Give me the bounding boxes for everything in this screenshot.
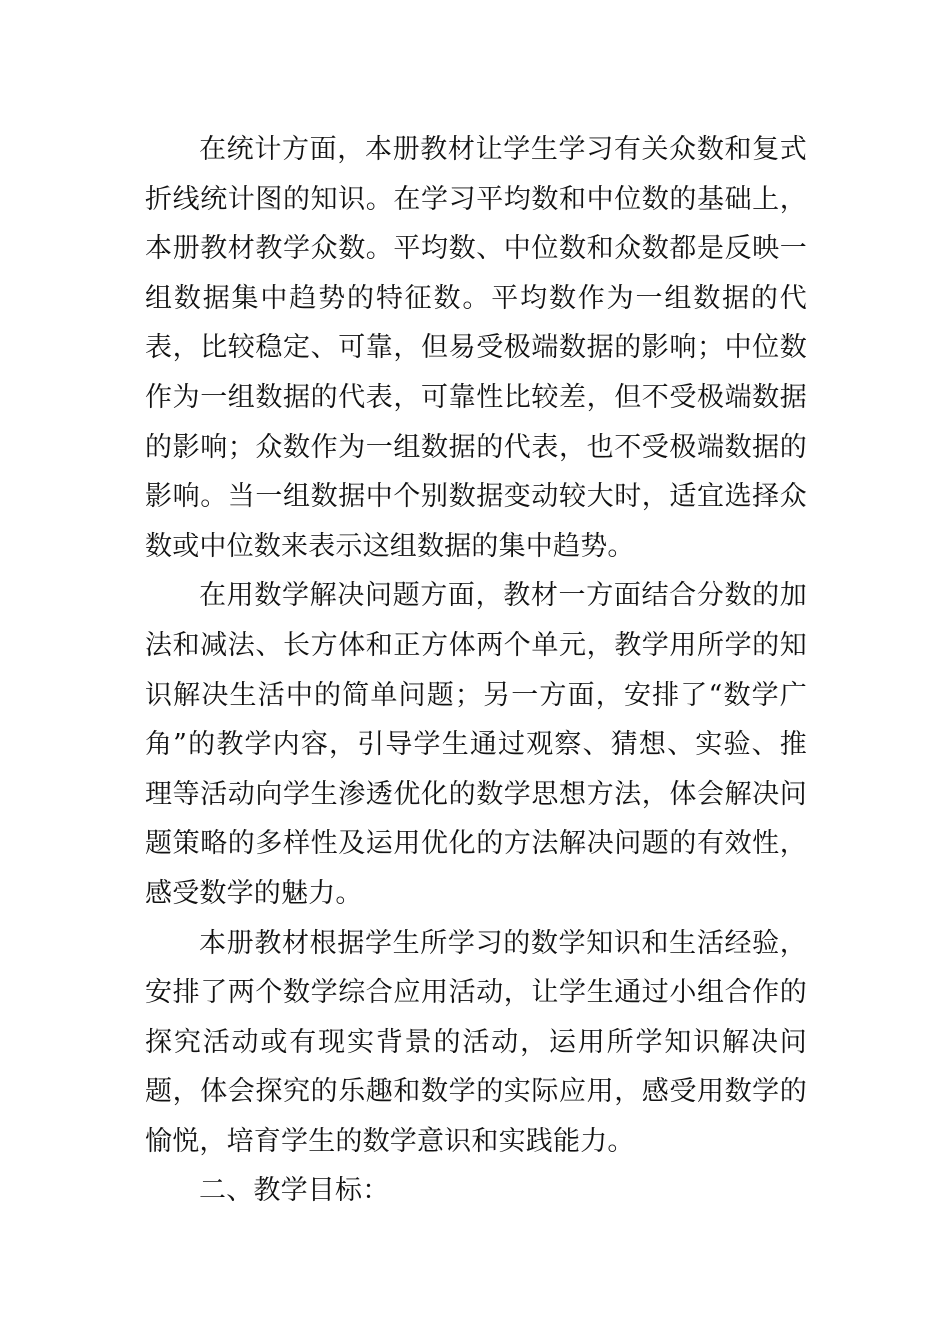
paragraph-statistics: 在统计方面，本册教材让学生学习有关众数和复式折线统计图的知识。在学习平均数和中位数的基础上，本册教材教学众数。平均数、中位数和众数都是反映一组数据集中趋势的特征数。平均数作为一组数据的代表，比较稳定、可靠，但易受极端数据的影响；中位数作为一组数据的代表，可靠性比较差，但不受极端数据的影响；众数作为一组数据的代表，也不受极端数据的影响。当一组数据中个别数据变动较大时，适宜选择众数或中位数来表示这组数据的集中趋势。 [145,134,807,562]
section-heading-teaching-goals: 二、教学目标： [199,1175,390,1207]
document-body [145,125,807,1216]
paragraph-applied-activities: 本册教材根据学生所学习的数学知识和生活经验，安排了两个数学综合应用活动，让学生通过小组合作的探究活动或有现实背景的活动，运用所学知识解决问题，体会探究的乐趣和数学的实际应用，感受用数学的愉悦，培育学生的数学意识和实践能力。 [145,927,807,1157]
paragraph-problem-solving: 在用数学解决问题方面，教材一方面结合分数的加法和减法、长方体和正方体两个单元，教学用所学的知识解决生活中的简单问题；另一方面，安排了“数学广角”的教学内容，引导学生通过观察、猜想、实验、推理等活动向学生渗透优化的数学思想方法，体会解决问题策略的多样性及运用优化的方法解决问题的有效性，感受数学的魅力。 [145,580,807,909]
